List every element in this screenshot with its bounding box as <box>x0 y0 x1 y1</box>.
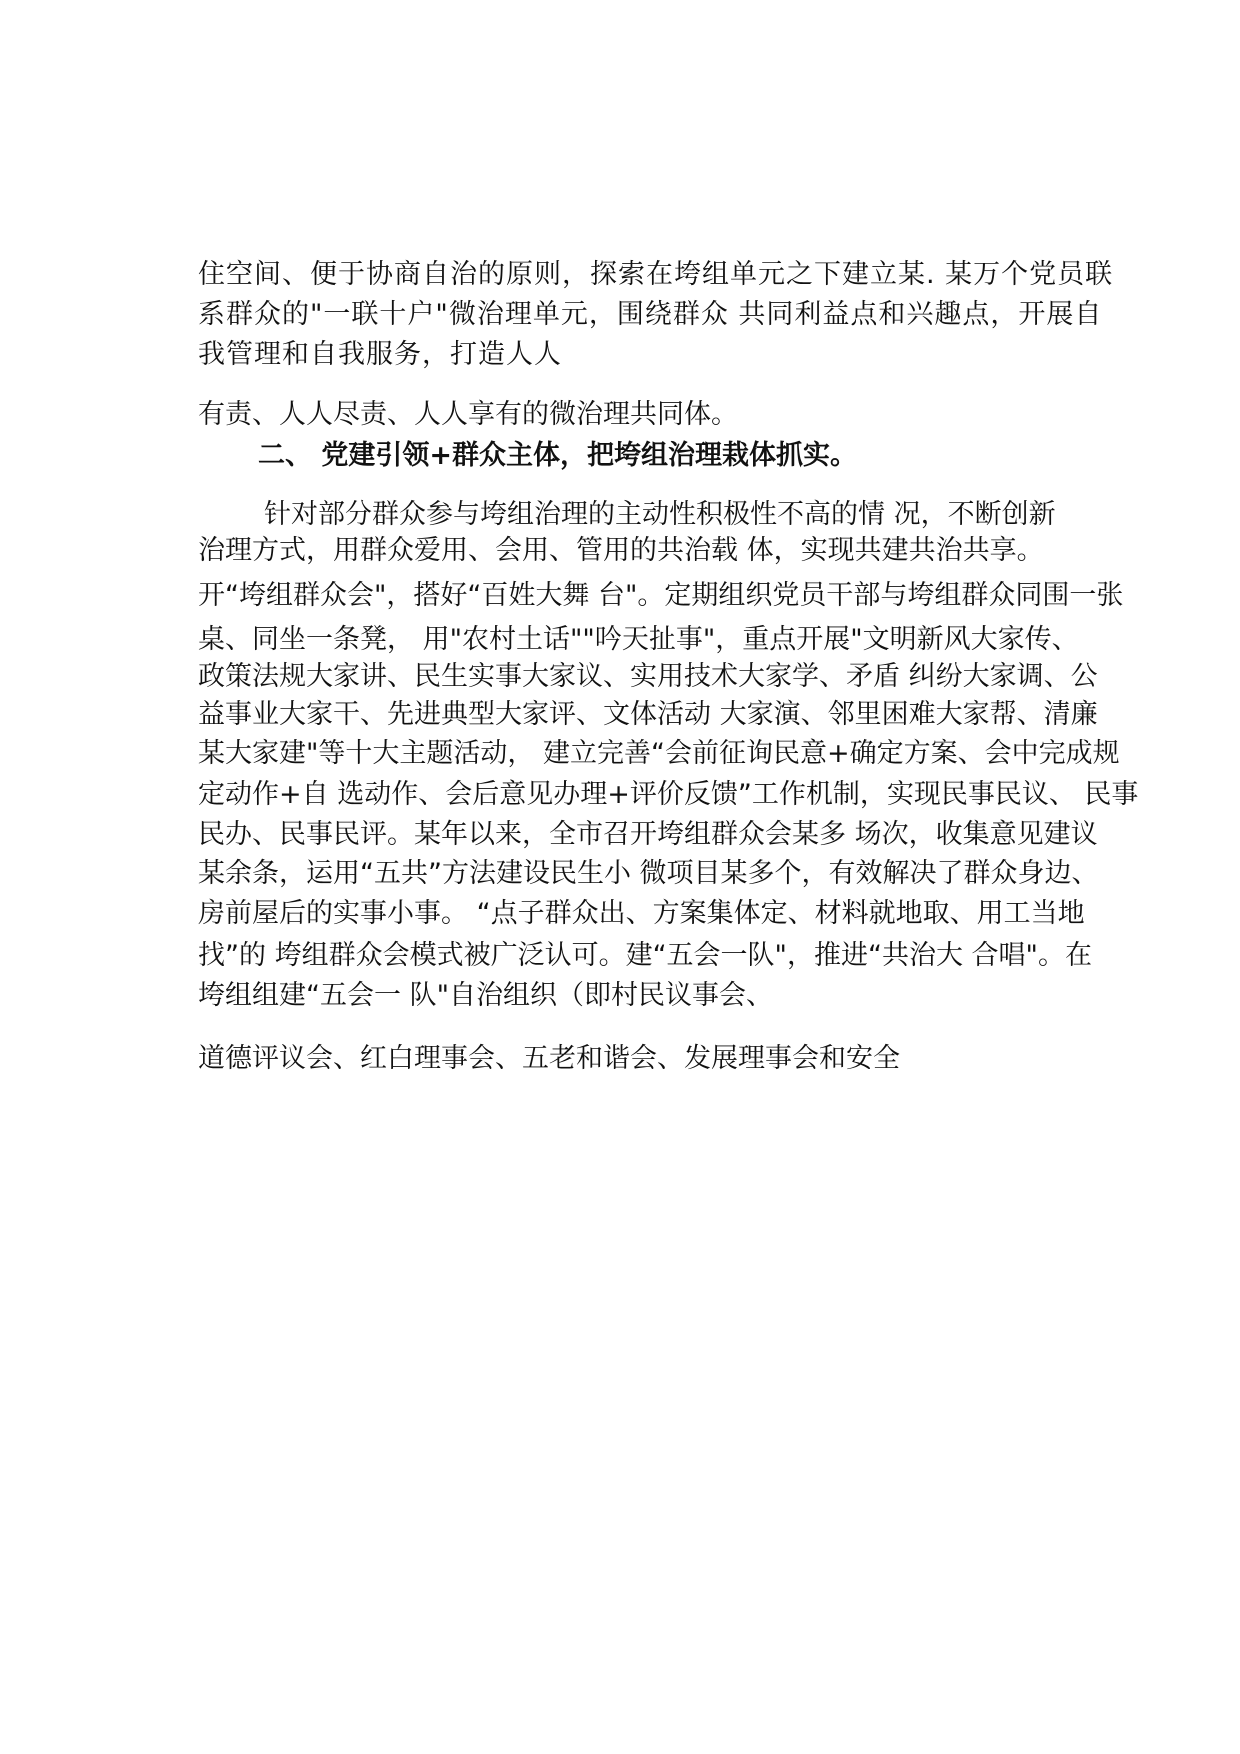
body-text-line: 桌、同坐一条凳， 用"农村土话""吟天扯事"，重点开展"文明新风大家传、 <box>198 624 1079 655</box>
body-text-line: 我管理和自我服务，打造人人 <box>198 339 562 370</box>
body-text-line: 垮组组建“五会一 队"自治组织（即村民议事会、 <box>198 980 773 1011</box>
body-text-line: 某余条，运用“五共”方法建设民生小 微项目某多个，有效解决了群众身边、 <box>198 858 1099 889</box>
body-text-line: 针对部分群众参与垮组治理的主动性积极性不高的情 况，不断创新 <box>264 499 1056 530</box>
body-text-line: 住空间、便于协商自治的原则，探索在垮组单元之下建立某. 某万个党员联 <box>198 259 1114 290</box>
body-text-line: 政策法规大家讲、民生实事大家议、实用技术大家学、矛盾 纠纷大家调、公 <box>198 661 1098 692</box>
body-text-line: 找”的 垮组群众会模式被广泛认可。建“五会一队"，推进“共治大 合唱"。在 <box>198 940 1092 971</box>
body-text-line: 某大家建"等十大主题活动， 建立完善“会前征询民意+确定方案、会中完成规 <box>198 738 1120 769</box>
body-text-line: 定动作+自 选动作、会后意见办理+评价反馈”工作机制，实现民事民议、 民事 <box>198 779 1139 810</box>
body-text-line: 系群众的"一联十户"微治理单元，围绕群众 共同利益点和兴趣点，开展自 <box>198 299 1103 330</box>
body-text-line: 民办、民事民评。某年以来，全市召开垮组群众会某多 场次，收集意见建议 <box>198 819 1098 850</box>
body-text-line: 治理方式，用群众爱用、会用、管用的共治载 体，实现共建共治共享。 <box>198 535 1044 566</box>
body-text-line: 有责、人人尽责、人人享有的微治理共同体。 <box>198 399 738 430</box>
section-heading: 二、 党建引领+群众主体，把垮组治理栽体抓实。 <box>258 440 858 471</box>
body-text-line: 房前屋后的实事小事。 “点子群众出、方案集体定、材料就地取、用工当地 <box>198 898 1085 929</box>
body-text-line: 益事业大家干、先进典型大家评、文体活动 大家演、邻里困难大家帮、清廉 <box>198 699 1098 730</box>
body-text-line: 开“垮组群众会"，搭好“百姓大舞 台"。定期组织党员干部与垮组群众同围一张 <box>198 580 1124 611</box>
body-text-line: 道德评议会、红白理事会、五老和谐会、发展理事会和安全 <box>198 1043 900 1074</box>
